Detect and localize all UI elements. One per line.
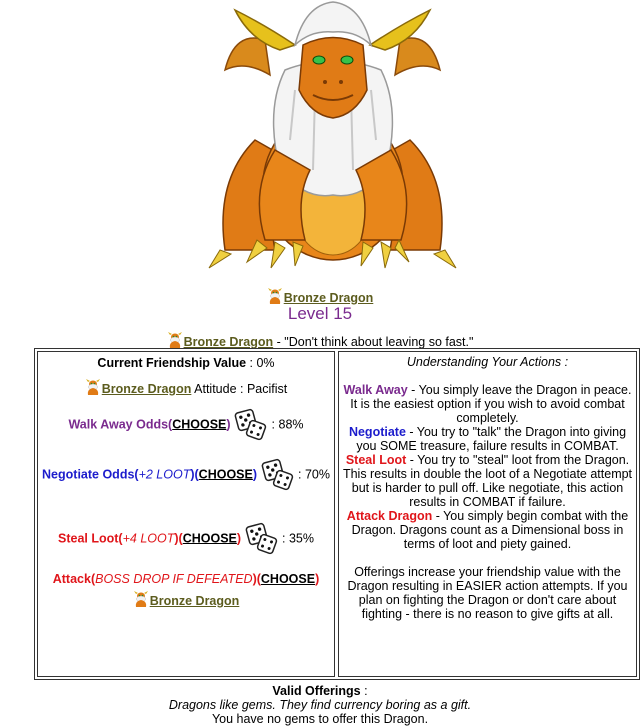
negotiate-odds: : 70% [298,467,330,482]
dice-icon [245,522,279,556]
help-negotiate [339,425,636,453]
attack-dragon-name-link[interactable]: Bronze Dragon [149,594,240,608]
attack-choose-link[interactable]: CHOOSE [260,572,316,586]
dice-icon [261,458,295,492]
dragon-quote-line [0,331,640,349]
attack-bonus: BOSS DROP IF DEFEATED [95,572,253,586]
negotiate-row: Negotiate Odds(+2 LOOT)(CHOOSE) : 70% [38,458,334,492]
offerings-title-suffix: : [360,684,368,698]
help-walk-away-text: - You simply leave the Dragon in peace. It is the easiest option if you wish to avoid combat completely. [350,383,632,425]
help-walk-away [339,383,636,425]
walk-away-row: Walk Away Odds(CHOOSE) : 88% [38,408,334,442]
help-walk-away-title: Walk Away [343,383,408,397]
dragon-avatar-icon [167,331,183,349]
dragon-level: Level 15 [287,304,353,323]
offerings-none-text: You have no gems to offer this Dragon. [211,712,429,726]
help-steal-loot-title: Steal Loot [345,453,407,467]
dragon-name-link[interactable]: Bronze Dragon [283,291,374,305]
attitude-dragon-name-link[interactable]: Bronze Dragon [101,382,192,396]
steal-loot-odds: : 35% [282,531,314,546]
negotiate-bonus: +2 LOOT [138,467,191,482]
friendship-label: Current Friendship Value [97,356,247,370]
offerings-title: Valid Offerings [272,684,361,698]
help-attack-text: - You simply begin combat with the Dragon. Dragons count as a Dimensional boss in terms of loot and piety gained. [351,509,629,551]
dragon-avatar-icon [267,287,283,305]
attitude-row [38,378,334,396]
help-negotiate-title: Negotiate [348,425,406,439]
help-negotiate-text: - You try to "talk" the Dragon into giving you SOME treasure, failure results in COMBAT. [356,425,627,453]
help-offerings: Offerings increase your friendship value with the Dragon resulting in EASIER action attempts. If you plan on fighting the Dragon or don't care about fighting - there is no reason to give gifts at all. [347,565,628,621]
negotiate-label: Negotiate Odds [42,467,135,482]
help-attack-title: Attack Dragon [346,509,433,523]
steal-loot-choose-link[interactable]: CHOOSE [182,531,237,546]
attack-target-row [38,590,334,608]
friendship-row [38,356,334,370]
npc-header [0,287,640,305]
dragon-avatar-icon [133,590,149,608]
friendship-value: : 0% [246,356,275,370]
help-steal-loot-text: - You try to "steal" loot from the Dragon. This results in double the loot of a Negotiate attempt but is harder to pull off. Like negotiate, this action results in COMBAT if failure. [342,453,633,509]
walk-away-odds: : 88% [271,417,304,432]
steal-loot-label: Steal Loot [58,531,119,546]
help-panel [338,351,637,677]
actions-panel [37,351,335,677]
attack-label: Attack [52,572,91,586]
walk-away-label: Walk Away Odds [68,417,169,432]
dragon-portrait-image [195,0,470,280]
negotiate-choose-link[interactable]: CHOOSE [198,467,253,482]
steal-loot-row: Steal Loot(+4 LOOT)(CHOOSE) : 35% [38,522,334,556]
offerings-section [0,684,640,726]
help-attack [339,509,636,551]
walk-away-choose-link[interactable]: CHOOSE [172,417,227,432]
dragon-quote-text: - "Don't think about leaving so fast." [276,335,474,349]
quote-dragon-name-link[interactable]: Bronze Dragon [183,335,274,349]
attitude-value: : Pacifist [236,382,288,396]
encounter-table [34,348,640,680]
steal-loot-bonus: +4 LOOT [122,531,175,546]
attack-row: Attack(BOSS DROP IF DEFEATED)(CHOOSE) [52,572,320,586]
help-heading: Understanding Your Actions : [406,355,569,369]
offerings-flavor-text: Dragons like gems. They find currency boring as a gift. [168,698,472,712]
dragon-avatar-icon [85,378,101,396]
attitude-label: Attitude [194,382,237,396]
dice-icon [234,408,268,442]
help-steal-loot [339,453,636,509]
